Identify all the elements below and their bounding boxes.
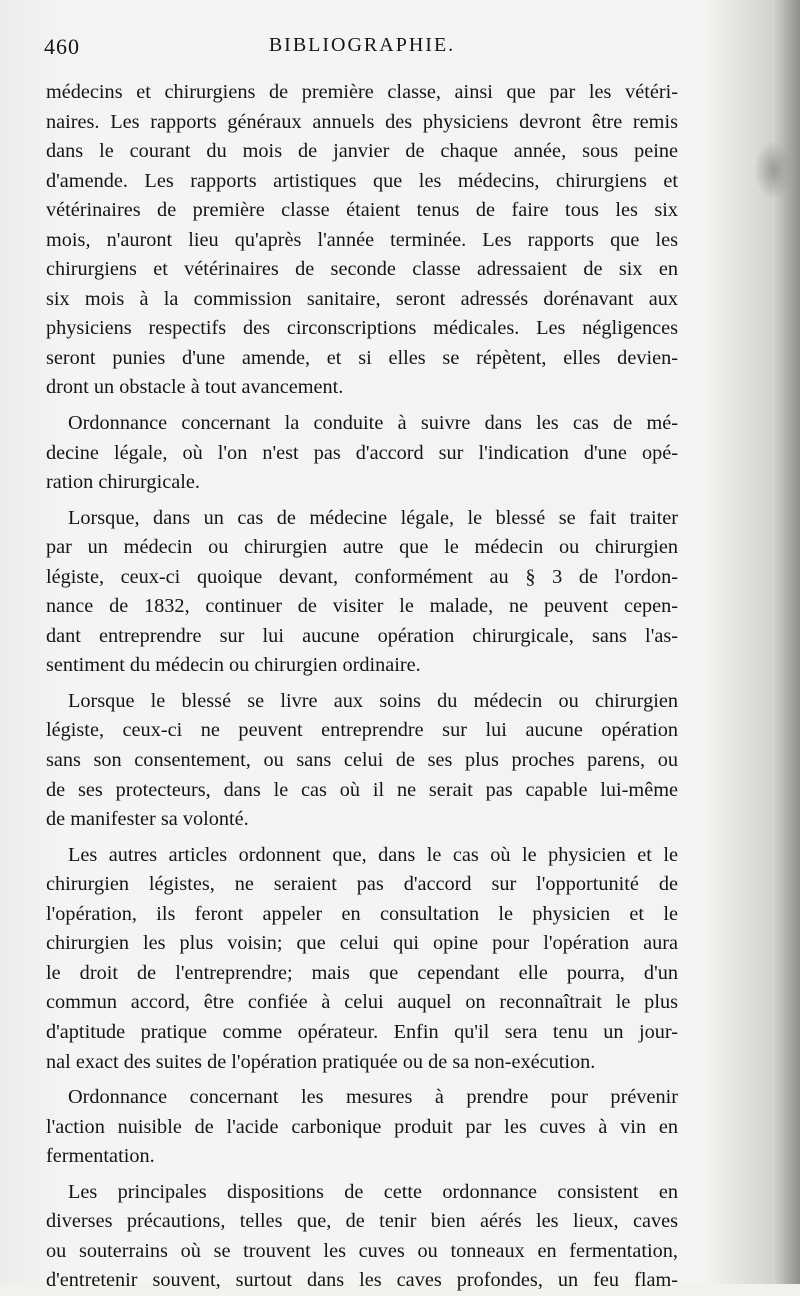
text-line: le droit de l'entreprendre; mais que cependant elle pourra, d'un <box>46 961 678 984</box>
paragraph <box>46 504 678 681</box>
text-line: decine légale, où l'on n'est pas d'accord sur l'indication d'une opé- <box>46 441 678 464</box>
body-text <box>46 78 678 1296</box>
text-line: nance de 1832, continuer de visiter le malade, ne peuvent cepen- <box>46 595 678 618</box>
text-line: Ordonnance concernant la conduite à suivre dans les cas de mé- <box>68 412 678 435</box>
paper-stain <box>754 140 794 200</box>
text-line: l'opération, ils feront appeler en consultation le physicien et le <box>46 902 678 925</box>
text-line: de manifester sa volonté. <box>46 808 249 831</box>
text-line: six mois à la commission sanitaire, seront adressés dorénavant aux <box>46 287 678 310</box>
text-line: d'entretenir souvent, surtout dans les caves profondes, un feu flam- <box>46 1269 678 1292</box>
running-head: BIBLIOGRAPHIE. <box>268 34 456 56</box>
paragraph <box>46 687 678 835</box>
page-header <box>44 34 680 66</box>
text-line: ou souterrains où se trouvent les cuves ou tonneaux en fermentation, <box>46 1239 678 1262</box>
paragraph <box>46 1083 678 1172</box>
page-number: 460 <box>44 34 80 59</box>
text-line: de ses protecteurs, dans le cas où il ne serait pas capable lui-même <box>46 778 678 801</box>
text-line: médecins et chirurgiens de première classe, ainsi que par les vétéri- <box>46 81 678 103</box>
text-line: diverses précautions, telles que, de tenir bien aérés les lieux, caves <box>46 1210 678 1233</box>
text-line: chirurgien légistes, ne seraient pas d'accord sur l'opportunité de <box>46 873 678 896</box>
text-line: commun accord, être confiée à celui auquel on reconnaîtrait le plus <box>46 991 678 1014</box>
text-line: dant entreprendre sur lui aucune opération chirurgicale, sans l'as- <box>46 624 678 647</box>
text-line: l'action nuisible de l'acide carbonique produit par les cuves à vin en <box>46 1115 678 1138</box>
text-line: chirurgiens et vétérinaires de seconde classe adressaient de six en <box>46 258 678 281</box>
text-line: légiste, ceux-ci quoique devant, conformément au § 3 de l'ordon- <box>46 565 678 588</box>
text-line: Lorsque le blessé se livre aux soins du médecin ou chirurgien <box>68 689 678 712</box>
text-line: dans le courant du mois de janvier de chaque année, sous peine <box>46 140 678 163</box>
text-line: dront un obstacle à tout avancement. <box>46 376 344 399</box>
text-line: physiciens respectifs des circonscriptions médicales. Les négligences <box>46 317 678 340</box>
text-line: fermentation. <box>46 1145 155 1168</box>
text-line: ration chirurgicale. <box>46 471 200 494</box>
text-line: seront punies d'une amende, et si elles se répètent, elles devien- <box>46 346 678 369</box>
text-line: d'aptitude pratique comme opérateur. Enfin qu'il sera tenu un jour- <box>46 1020 678 1043</box>
text-line: Lorsque, dans un cas de médecine légale, le blessé se fait traiter <box>68 506 678 529</box>
text-line: naires. Les rapports généraux annuels des physiciens devront être remis <box>46 110 678 133</box>
text-line: Les principales dispositions de cette ordonnance consistent en <box>68 1180 678 1203</box>
text-line: par un médecin ou chirurgien autre que le médecin ou chirurgien <box>46 536 678 559</box>
text-line: Les autres articles ordonnent que, dans le cas où le physicien et le <box>68 843 678 866</box>
text-line: d'amende. Les rapports artistiques que les médecins, chirurgiens et <box>46 169 678 192</box>
paragraph <box>46 409 678 498</box>
text-line: mois, n'auront lieu qu'après l'année terminée. Les rapports que les <box>46 228 678 251</box>
text-line: légiste, ceux-ci ne peuvent entreprendre sur lui aucune opération <box>46 719 678 742</box>
paragraph <box>46 78 678 403</box>
text-line: sentiment du médecin ou chirurgien ordinaire. <box>46 654 421 677</box>
paragraph <box>46 1178 678 1296</box>
text-line: chirurgien les plus voisin; que celui qui opine pour l'opération aura <box>46 932 678 955</box>
text-line: sans son consentement, ou sans celui de ses plus proches parens, ou <box>46 749 678 772</box>
text-line: vétérinaires de première classe étaient tenus de faire tous les six <box>46 199 678 222</box>
text-line: nal exact des suites de l'opération pratiquée ou de sa non-exécution. <box>46 1050 596 1073</box>
text-line: Ordonnance concernant les mesures à prendre pour prévenir <box>68 1086 678 1109</box>
paragraph <box>46 841 678 1077</box>
